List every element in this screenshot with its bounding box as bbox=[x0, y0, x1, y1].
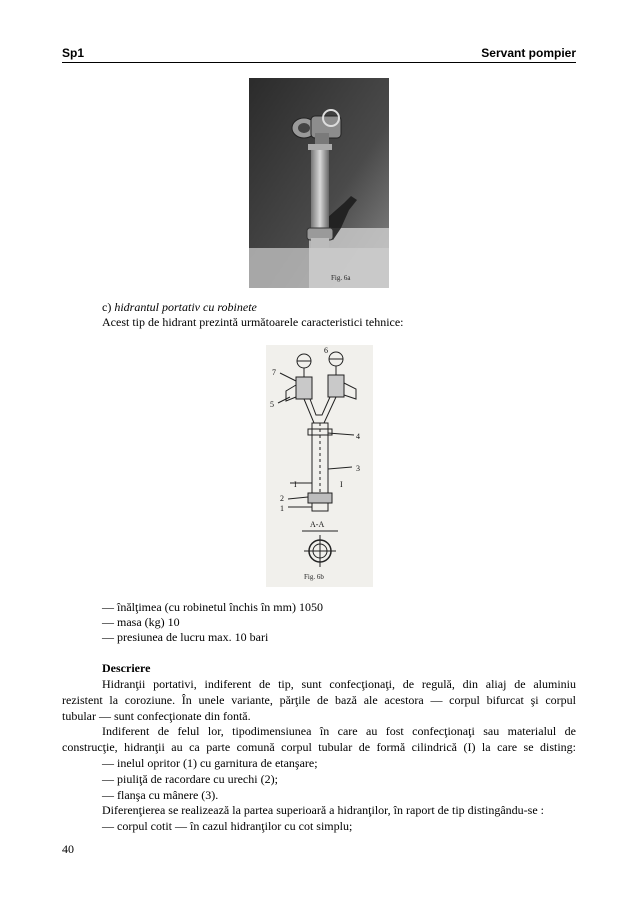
drawing-label-7: 7 bbox=[272, 368, 276, 377]
drawing-label-5: 5 bbox=[270, 400, 274, 409]
header-left-title: Sp1 bbox=[62, 46, 85, 60]
drawing-label-6: 6 bbox=[324, 346, 328, 355]
section-c-title bbox=[102, 300, 257, 315]
figure-6b-drawing bbox=[266, 345, 373, 587]
header-right-title: Servant pompier bbox=[481, 46, 576, 60]
section-title: hidrantul portativ cu robinete bbox=[114, 300, 257, 314]
description-heading: Descriere bbox=[102, 661, 151, 675]
drawing-label-2: 2 bbox=[280, 494, 284, 503]
spec-height: — înălţimea (cu robinetul închis în mm) 1050 bbox=[102, 600, 323, 614]
drawing-label-i-right: I bbox=[340, 480, 343, 489]
hydrant-photo-illustration bbox=[249, 78, 389, 288]
paragraph-1-line-3: tubular — sunt confecţionate din fontă. bbox=[62, 709, 251, 723]
list-item: — piuliţă de racordare cu urechi (2); bbox=[102, 772, 278, 786]
hydrant-technical-drawing bbox=[266, 345, 373, 587]
spec-mass: — masa (kg) 10 bbox=[102, 615, 180, 629]
page-number: 40 bbox=[62, 842, 74, 856]
paragraph-4: — corpul cotit — în cazul hidranţilor cu cot simplu; bbox=[102, 819, 353, 833]
figure-6a-caption: Fig. 6a bbox=[331, 274, 351, 282]
drawing-label-3: 3 bbox=[356, 464, 360, 473]
list-item: — flanşa cu mânere (3). bbox=[102, 788, 219, 802]
paragraph-2-line-1: Indiferent de felul lor, tipodimensiunea în care au fost confecţionaţi sau materialul de bbox=[102, 724, 576, 738]
paragraph-1-line-1: Hidranţii portativi, indiferent de tip, sunt confecţionaţi, de regulă, din aliaj de aluminiu bbox=[102, 677, 576, 691]
paragraph-1-line-2: rezistent la coroziune. În unele variante, părţile de bază ale acestora — corpul bifurcat şi corpul bbox=[62, 693, 576, 707]
drawing-label-1: 1 bbox=[280, 504, 284, 513]
list-item: — inelul opritor (1) cu garnitura de etanşare; bbox=[102, 756, 318, 770]
page-header bbox=[62, 44, 576, 63]
spec-pressure: — presiunea de lucru max. 10 bari bbox=[102, 630, 269, 644]
figure-6b-caption: Fig. 6b bbox=[304, 573, 324, 581]
drawing-label-i-left: I bbox=[294, 480, 297, 489]
paragraph-3: Diferenţierea se realizează la partea superioară a hidranţilor, în raport de tip distingându-se : bbox=[102, 803, 544, 817]
drawing-label-4: 4 bbox=[356, 432, 360, 441]
section-marker: c) bbox=[102, 300, 112, 314]
paragraph-2-line-2: construcţie, hidranţii au ca parte comună corpul tubular de formă cilindrică (I) la care se disting: bbox=[62, 740, 576, 754]
drawing-label-section: A-A bbox=[310, 520, 325, 529]
figure-6a-photo bbox=[249, 78, 389, 288]
section-intro: Acest tip de hidrant prezintă următoarele caracteristici tehnice: bbox=[102, 315, 404, 329]
